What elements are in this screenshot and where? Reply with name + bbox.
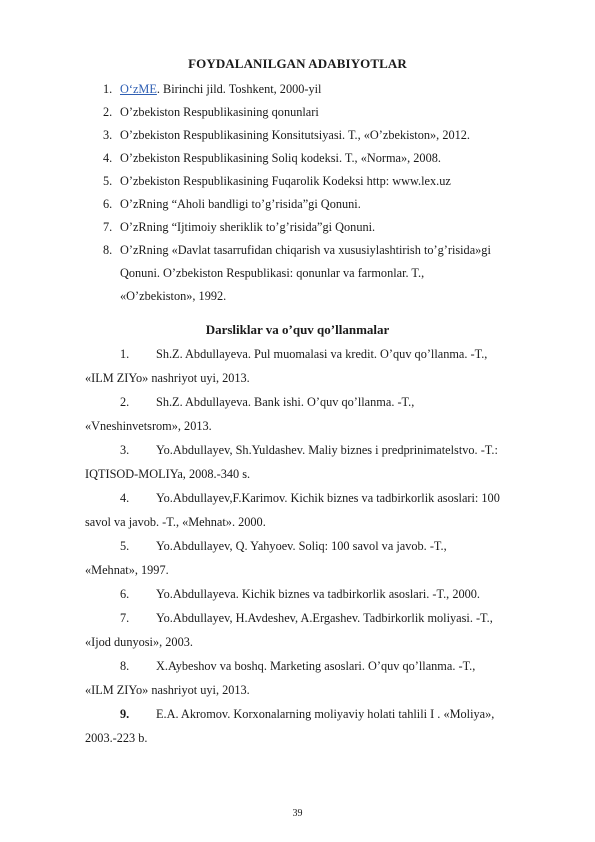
ozme-link[interactable]: O‘zME	[120, 82, 157, 96]
list1-number-4: 4.	[103, 151, 113, 165]
list2-item-2-line-1: Sh.Z. Abdullayeva. Bank ishi. O’quv qo’llanma. -T.,	[156, 395, 415, 409]
list2-number-2: 2.	[120, 395, 130, 409]
list2-item-3-line-1: Yo.Abdullayev, Sh.Yuldashev. Maliy biznes i predprinimatelstvo. -T.:	[156, 443, 498, 457]
list1-number-2: 2.	[103, 105, 113, 119]
section-subtitle: Darsliklar va o’quv qo’llanmalar	[205, 322, 390, 337]
list2-number-6: 6.	[120, 587, 130, 601]
list2-item-7-line-2: «Ijod dunyosi», 2003.	[85, 635, 193, 649]
list2-item-8-line-1: X.Aybeshov va boshq. Marketing asoslari. O’quv qo’llanma. -T.,	[156, 659, 476, 673]
list2-number-7: 7.	[120, 611, 130, 625]
list2-item-5-line-2: «Mehnat», 1997.	[85, 563, 169, 577]
list2-item-1-line-2: «ILM ZIYo» nashriyot uyi, 2013.	[85, 371, 250, 385]
list2-item-8-line-2: «ILM ZIYo» nashriyot uyi, 2013.	[85, 683, 250, 697]
list1-item-1-text: . Birinchi jild. Toshkent, 2000-yil	[156, 82, 322, 96]
list1-item-5: O’zbekiston Respublikasining Fuqarolik Kodeksi http: www.lex.uz	[120, 174, 451, 188]
list1-number-7: 7.	[103, 220, 113, 234]
list2-number-9: 9.	[120, 707, 130, 721]
list2-item-7-line-1: Yo.Abdullayev, H.Avdeshev, A.Ergashev. Tadbirkorlik moliyasi. -T.,	[156, 611, 493, 625]
list1-number-8: 8.	[103, 243, 113, 257]
list1-item-6: O’zRning “Aholi bandligi to’g’risida”gi Qonuni.	[120, 197, 361, 211]
list1-item-4: O’zbekiston Respublikasining Soliq kodeksi. T., «Norma», 2008.	[120, 151, 441, 165]
list2-number-4: 4.	[120, 491, 130, 505]
list2-number-8: 8.	[120, 659, 130, 673]
list2-item-1-line-1: Sh.Z. Abdullayeva. Pul muomalasi va kredit. O’quv qo’llanma. -T.,	[156, 347, 488, 361]
list1-number-5: 5.	[103, 174, 113, 188]
list1-number-1: 1.	[103, 82, 113, 96]
list1-item-8-line-1: O’zRning «Davlat tasarrufidan chiqarish va xususiylashtirish to’g’risida»gi	[120, 243, 491, 257]
list1-item-8-line-2: Qonuni. O’zbekiston Respublikasi: qonunlar va farmonlar. T.,	[120, 266, 425, 280]
list1-number-6: 6.	[103, 197, 113, 211]
page-title: FOYDALANILGAN ADABIYOTLAR	[188, 56, 407, 71]
list1-item-7: O’zRning “Ijtimoiy sheriklik to’g’risida”gi Qonuni.	[120, 220, 376, 234]
list2-item-9-line-1: E.A. Akromov. Korxonalarning moliyaviy holati tahlili I . «Moliya»,	[156, 707, 495, 721]
list2-number-3: 3.	[120, 443, 130, 457]
list1-number-3: 3.	[103, 128, 113, 142]
list1-item-2: O’zbekiston Respublikasining qonunlari	[120, 105, 319, 119]
list2-item-3-line-2: IQTISOD-MOLIYa, 2008.-340 s.	[85, 467, 251, 481]
list2-number-5: 5.	[120, 539, 130, 553]
list2-number-1: 1.	[120, 347, 130, 361]
list2-item-6-line-1: Yo.Abdullayeva. Kichik biznes va tadbirkorlik asoslari. -T., 2000.	[156, 587, 480, 601]
list2-item-9-line-2: 2003.-223 b.	[85, 731, 148, 745]
list2-item-2-line-2: «Vneshinvetsrom», 2013.	[85, 419, 212, 433]
list1-item-8-line-3: «O’zbekiston», 1992.	[120, 289, 227, 303]
list1-item-3: O’zbekiston Respublikasining Konsitutsiyasi. T., «O’zbekiston», 2012.	[120, 128, 470, 142]
list2-item-4-line-1: Yo.Abdullayev,F.Karimov. Kichik biznes va tadbirkorlik asoslari: 100	[156, 491, 500, 505]
page-number: 39	[292, 808, 303, 819]
list2-item-5-line-1: Yo.Abdullayev, Q. Yahyoev. Soliq: 100 savol va javob. -T.,	[156, 539, 447, 553]
list2-item-4-line-2: savol va javob. -T., «Mehnat». 2000.	[85, 515, 266, 529]
list1-item-1	[120, 81, 321, 97]
